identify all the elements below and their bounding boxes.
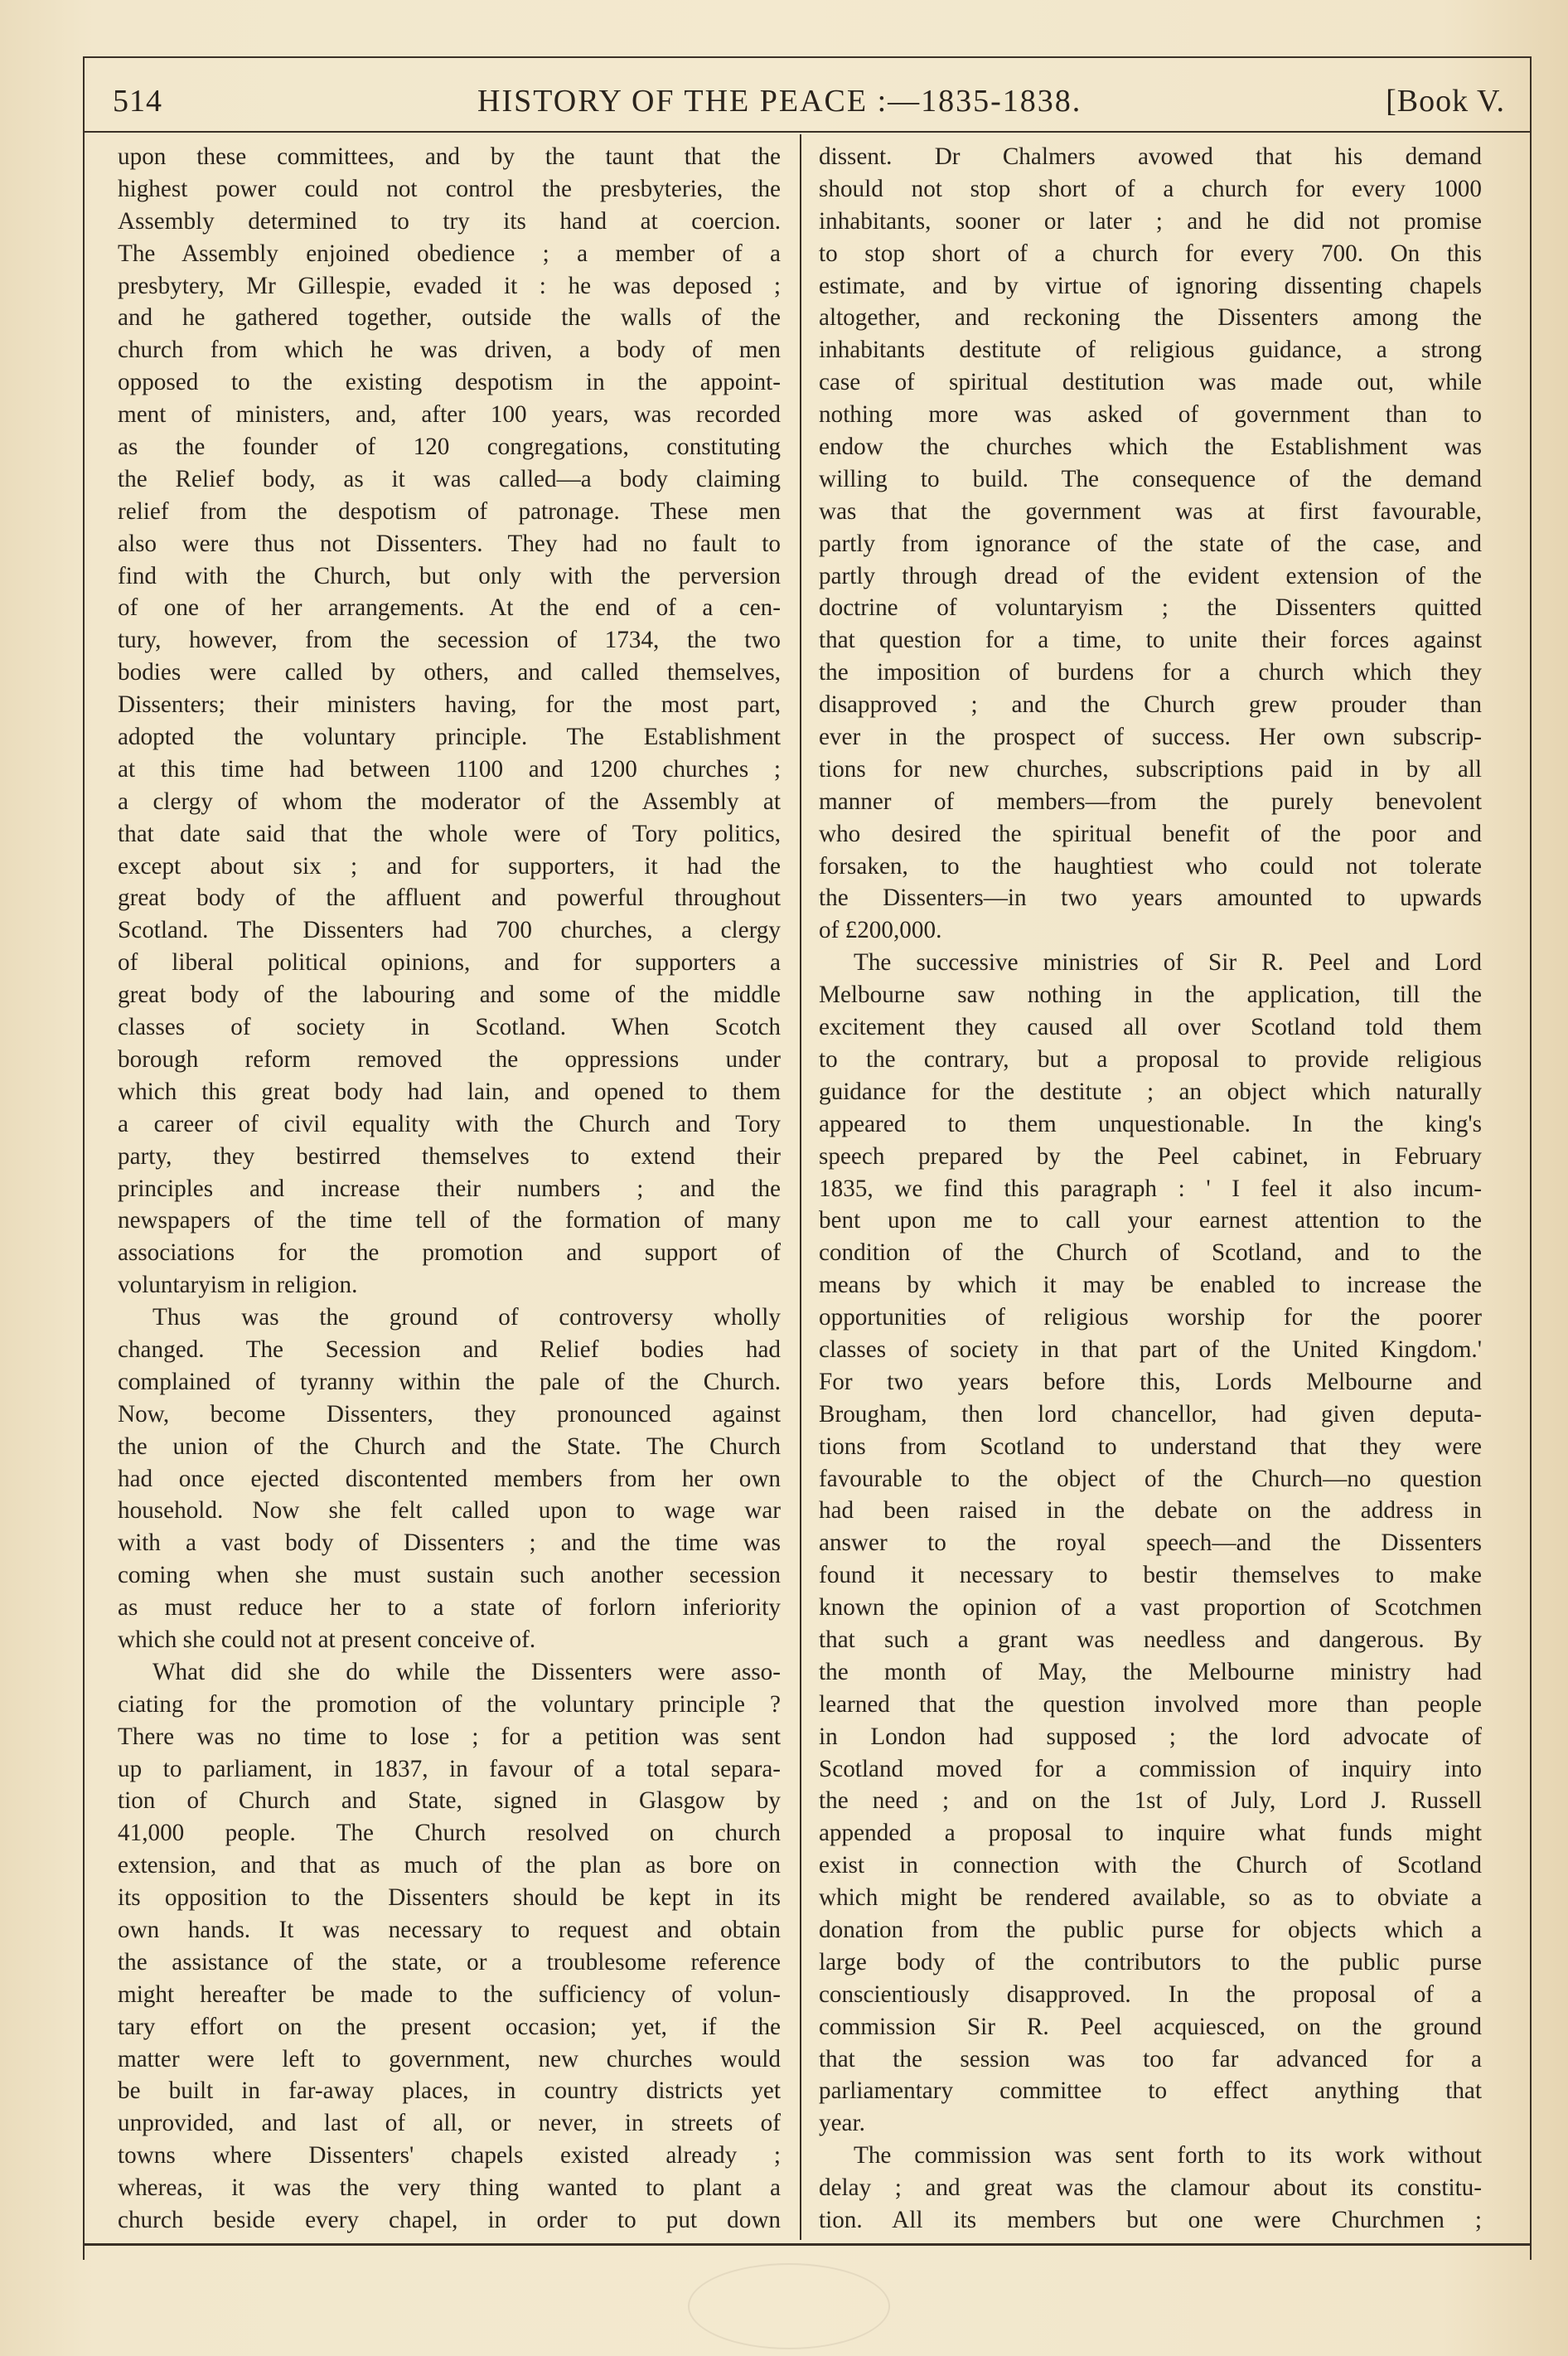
text-line: that such a grant was needless and dangerous. By: [819, 1626, 1482, 1653]
text-line: tion of Church and State, signed in Glasgow by: [118, 1787, 781, 1815]
text-line: had once ejected discontented members from her own: [118, 1465, 781, 1492]
text-line: bent upon me to call your earnest attention to the: [819, 1207, 1482, 1234]
text-line: changed. The Secession and Relief bodies had: [118, 1336, 781, 1363]
text-line: Now, become Dissenters, they pronounced against: [118, 1400, 781, 1428]
text-line: also were thus not Dissenters. They had no fault to: [118, 530, 781, 557]
text-line: For two years before this, Lords Melbourne and: [819, 1368, 1482, 1395]
text-line: coming when she must sustain such another secession: [118, 1562, 781, 1589]
text-line: matter were left to government, new churches would: [118, 2045, 781, 2072]
text-line: estimate, and by virtue of ignoring dissenting chapels: [819, 272, 1482, 299]
text-line: be built in far-away places, in country districts yet: [118, 2077, 781, 2105]
text-line: presbytery, Mr Gillespie, evaded it : he was deposed ;: [118, 272, 781, 299]
text-line: of one of her arrangements. At the end of a cen-: [118, 594, 781, 622]
text-line: church beside every chapel, in order to put down: [118, 2207, 781, 2233]
text-line: case of spiritual destitution was made out, while: [819, 369, 1482, 396]
text-line: donation from the public purse for objects which a: [819, 1916, 1482, 1943]
text-line: church from which he was driven, a body of men: [118, 337, 781, 364]
text-line: which she could not at present conceive of.: [118, 1626, 536, 1653]
text-line: ciating for the promotion of the voluntary principle ?: [118, 1690, 781, 1718]
text-line: dissent. Dr Chalmers avowed that his demand: [819, 143, 1482, 170]
text-line: appended a proposal to inquire what funds might: [819, 1820, 1482, 1847]
text-line: favourable to the object of the Church—no question: [819, 1465, 1482, 1492]
text-line: 1835, we find this paragraph : ' I feel it also incum-: [819, 1175, 1482, 1202]
text-line: whereas, it was the very thing wanted to plant a: [118, 2174, 781, 2202]
text-line: year.: [819, 2110, 865, 2137]
text-line: The commission was sent forth to its work without: [854, 2142, 1482, 2169]
text-line: that the session was too far advanced for a: [819, 2045, 1482, 2072]
text-line: altogether, and reckoning the Dissenters among the: [819, 304, 1482, 332]
text-line: relief from the despotism of patronage. These men: [118, 497, 781, 525]
text-line: the Dissenters—in two years amounted to upwards: [819, 885, 1482, 912]
text-line: had been raised in the debate on the address in: [819, 1497, 1482, 1525]
text-line: inhabitants destitute of religious guidance, a strong: [819, 337, 1482, 364]
text-line: the Relief body, as it was called—a body claiming: [118, 465, 781, 492]
text-line: Thus was the ground of controversy wholly: [152, 1304, 781, 1331]
text-line: the need ; and on the 1st of July, Lord J. Russell: [819, 1787, 1482, 1815]
text-line: associations for the promotion and support of: [118, 1239, 781, 1267]
text-line: What did she do while the Dissenters were asso-: [152, 1658, 781, 1685]
text-line: to the contrary, but a proposal to provide religious: [819, 1045, 1482, 1073]
text-line: to stop short of a church for every 700. On this: [819, 240, 1482, 267]
text-line: tary effort on the present occasion; yet, if the: [118, 2013, 781, 2040]
text-line: parliamentary committee to effect anything that: [819, 2077, 1482, 2105]
text-line: in London had supposed ; the lord advocate of: [819, 1723, 1482, 1750]
header-rule: [85, 131, 1530, 133]
text-line: Dissenters; their ministers having, for the most part,: [118, 691, 781, 719]
text-line: Scotland. The Dissenters had 700 churches, a clergy: [118, 917, 781, 944]
text-line: opposed to the existing despotism in the appoint-: [118, 369, 781, 396]
column-divider: [800, 134, 801, 2240]
text-line: its opposition to the Dissenters should be kept in its: [118, 1884, 781, 1912]
text-line: appeared to them unquestionable. In the king's: [819, 1110, 1482, 1137]
text-line: Assembly determined to try its hand at coercion.: [118, 207, 781, 235]
text-line: classes of society in Scotland. When Scotch: [118, 1014, 781, 1041]
text-line: condition of the Church of Scotland, and to the: [819, 1239, 1482, 1267]
text-line: towns where Dissenters' chapels existed already ;: [118, 2142, 781, 2169]
text-line: forsaken, to the haughtiest who could not tolerate: [819, 852, 1482, 880]
text-line: newspapers of the time tell of the formation of many: [118, 1207, 781, 1234]
text-line: known the opinion of a vast proportion of Scotchmen: [819, 1594, 1482, 1622]
text-line: of £200,000.: [819, 917, 942, 944]
text-line: voluntaryism in religion.: [118, 1272, 358, 1299]
text-line: great body of the labouring and some of the middle: [118, 982, 781, 1009]
text-line: disapproved ; and the Church grew prouder than: [819, 691, 1482, 719]
running-header: [113, 80, 1522, 119]
text-line: which might be rendered available, so as to obviate a: [819, 1884, 1482, 1912]
text-line: extension, and that as much of the plan as bore on: [118, 1852, 781, 1879]
text-line: nothing more was asked of government than to: [819, 401, 1482, 429]
text-line: endow the churches which the Establishment was: [819, 434, 1482, 461]
footer-rule: [85, 2243, 1530, 2246]
text-line: and he gathered together, outside the walls of the: [118, 304, 781, 332]
text-line: classes of society in that part of the United Kingdom.': [819, 1336, 1482, 1363]
text-line: There was no time to lose ; for a petition was sent: [118, 1723, 781, 1750]
text-line: at this time had between 1100 and 1200 churches ;: [118, 755, 781, 783]
text-line: 41,000 people. The Church resolved on church: [118, 1820, 781, 1847]
text-line: party, they bestirred themselves to extend their: [118, 1142, 781, 1170]
page-number: 514: [113, 84, 162, 119]
text-line: inhabitants, sooner or later ; and he did not promise: [819, 207, 1482, 235]
text-line: find with the Church, but only with the perversion: [118, 562, 781, 589]
text-line: as the founder of 120 congregations, constituting: [118, 434, 781, 461]
text-line: the month of May, the Melbourne ministry had: [819, 1658, 1482, 1685]
text-line: that date said that the whole were of Tory politics,: [118, 820, 781, 847]
text-line: except about six ; and for supporters, it had the: [118, 852, 781, 880]
text-line: the union of the Church and the State. The Church: [118, 1433, 781, 1460]
text-line: found it necessary to bestir themselves to make: [819, 1562, 1482, 1589]
text-line: household. Now she felt called upon to wage war: [118, 1497, 781, 1525]
library-stamp-mark: [688, 2263, 890, 2349]
text-line: tions for new churches, subscriptions paid in by all: [819, 755, 1482, 783]
text-line: exist in connection with the Church of Scotland: [819, 1852, 1482, 1879]
text-line: Melbourne saw nothing in the application, till the: [819, 982, 1482, 1009]
text-line: guidance for the destitute ; an object which naturally: [819, 1078, 1482, 1105]
text-line: bodies were called by others, and called themselves,: [118, 659, 781, 686]
text-line: partly through dread of the evident extension of the: [819, 562, 1482, 589]
text-line: tions from Scotland to understand that they were: [819, 1433, 1482, 1460]
text-line: great body of the affluent and powerful throughout: [118, 885, 781, 912]
text-line: complained of tyranny within the pale of the Church.: [118, 1368, 781, 1395]
text-line: might hereafter be made to the sufficiency of volun-: [118, 1980, 781, 2008]
text-line: a career of civil equality with the Church and Tory: [118, 1110, 781, 1137]
text-column-right: [819, 141, 1482, 2237]
text-line: tury, however, from the secession of 1734, the two: [118, 627, 781, 654]
text-line: manner of members—from the purely benevolent: [819, 788, 1482, 815]
text-line: with a vast body of Dissenters ; and the time was: [118, 1529, 781, 1557]
text-line: delay ; and great was the clamour about its constitu-: [819, 2174, 1482, 2202]
text-line: tion. All its members but one were Churchmen ;: [819, 2207, 1482, 2233]
text-line: large body of the contributors to the public purse: [819, 1948, 1482, 1975]
text-line: borough reform removed the oppressions under: [118, 1045, 781, 1073]
text-line: speech prepared by the Peel cabinet, in February: [819, 1142, 1482, 1170]
text-column-left: [118, 141, 781, 2237]
text-line: should not stop short of a church for every 1000: [819, 175, 1482, 202]
book-label: [Book V.: [1386, 84, 1505, 119]
text-line: own hands. It was necessary to request and obtain: [118, 1916, 781, 1943]
text-line: ment of ministers, and, after 100 years, was recorded: [118, 401, 781, 429]
text-line: principles and increase their numbers ; and the: [118, 1175, 781, 1202]
text-line: ever in the prospect of success. Her own subscrip-: [819, 724, 1482, 751]
text-line: Brougham, then lord chancellor, had given deputa-: [819, 1400, 1482, 1428]
text-line: partly from ignorance of the state of the case, and: [819, 530, 1482, 557]
text-line: that question for a time, to unite their forces against: [819, 627, 1482, 654]
text-line: the assistance of the state, or a troublesome reference: [118, 1948, 781, 1975]
text-line: conscientiously disapproved. In the proposal of a: [819, 1980, 1482, 2008]
text-line: highest power could not control the presbyteries, the: [118, 175, 781, 202]
text-line: of liberal political opinions, and for supporters a: [118, 949, 781, 977]
text-line: was that the government was at first favourable,: [819, 497, 1482, 525]
running-title: HISTORY OF THE PEACE :—1835-1838.: [477, 84, 1082, 119]
text-line: doctrine of voluntaryism ; the Dissenters quitted: [819, 594, 1482, 622]
text-line: the imposition of burdens for a church which they: [819, 659, 1482, 686]
text-line: unprovided, and last of all, or never, in streets of: [118, 2110, 781, 2137]
text-line: adopted the voluntary principle. The Establishment: [118, 724, 781, 751]
text-line: commission Sir R. Peel acquiesced, on the ground: [819, 2013, 1482, 2040]
text-line: means by which it may be enabled to increase the: [819, 1272, 1482, 1299]
text-line: answer to the royal speech—and the Dissenters: [819, 1529, 1482, 1557]
text-line: Scotland moved for a commission of inquiry into: [819, 1755, 1482, 1782]
text-line: as must reduce her to a state of forlorn inferiority: [118, 1594, 781, 1622]
text-line: The successive ministries of Sir R. Peel and Lord: [854, 949, 1482, 977]
text-line: who desired the spiritual benefit of the poor and: [819, 820, 1482, 847]
text-line: willing to build. The consequence of the demand: [819, 465, 1482, 492]
text-line: a clergy of whom the moderator of the Assembly at: [118, 788, 781, 815]
text-line: which this great body had lain, and opened to them: [118, 1078, 781, 1105]
text-line: upon these committees, and by the taunt that the: [118, 143, 781, 170]
text-line: excitement they caused all over Scotland told them: [819, 1014, 1482, 1041]
text-line: up to parliament, in 1837, in favour of a total separa-: [118, 1755, 781, 1782]
text-line: opportunities of religious worship for the poorer: [819, 1304, 1482, 1331]
text-line: The Assembly enjoined obedience ; a member of a: [118, 240, 781, 267]
text-line: learned that the question involved more than people: [819, 1690, 1482, 1718]
